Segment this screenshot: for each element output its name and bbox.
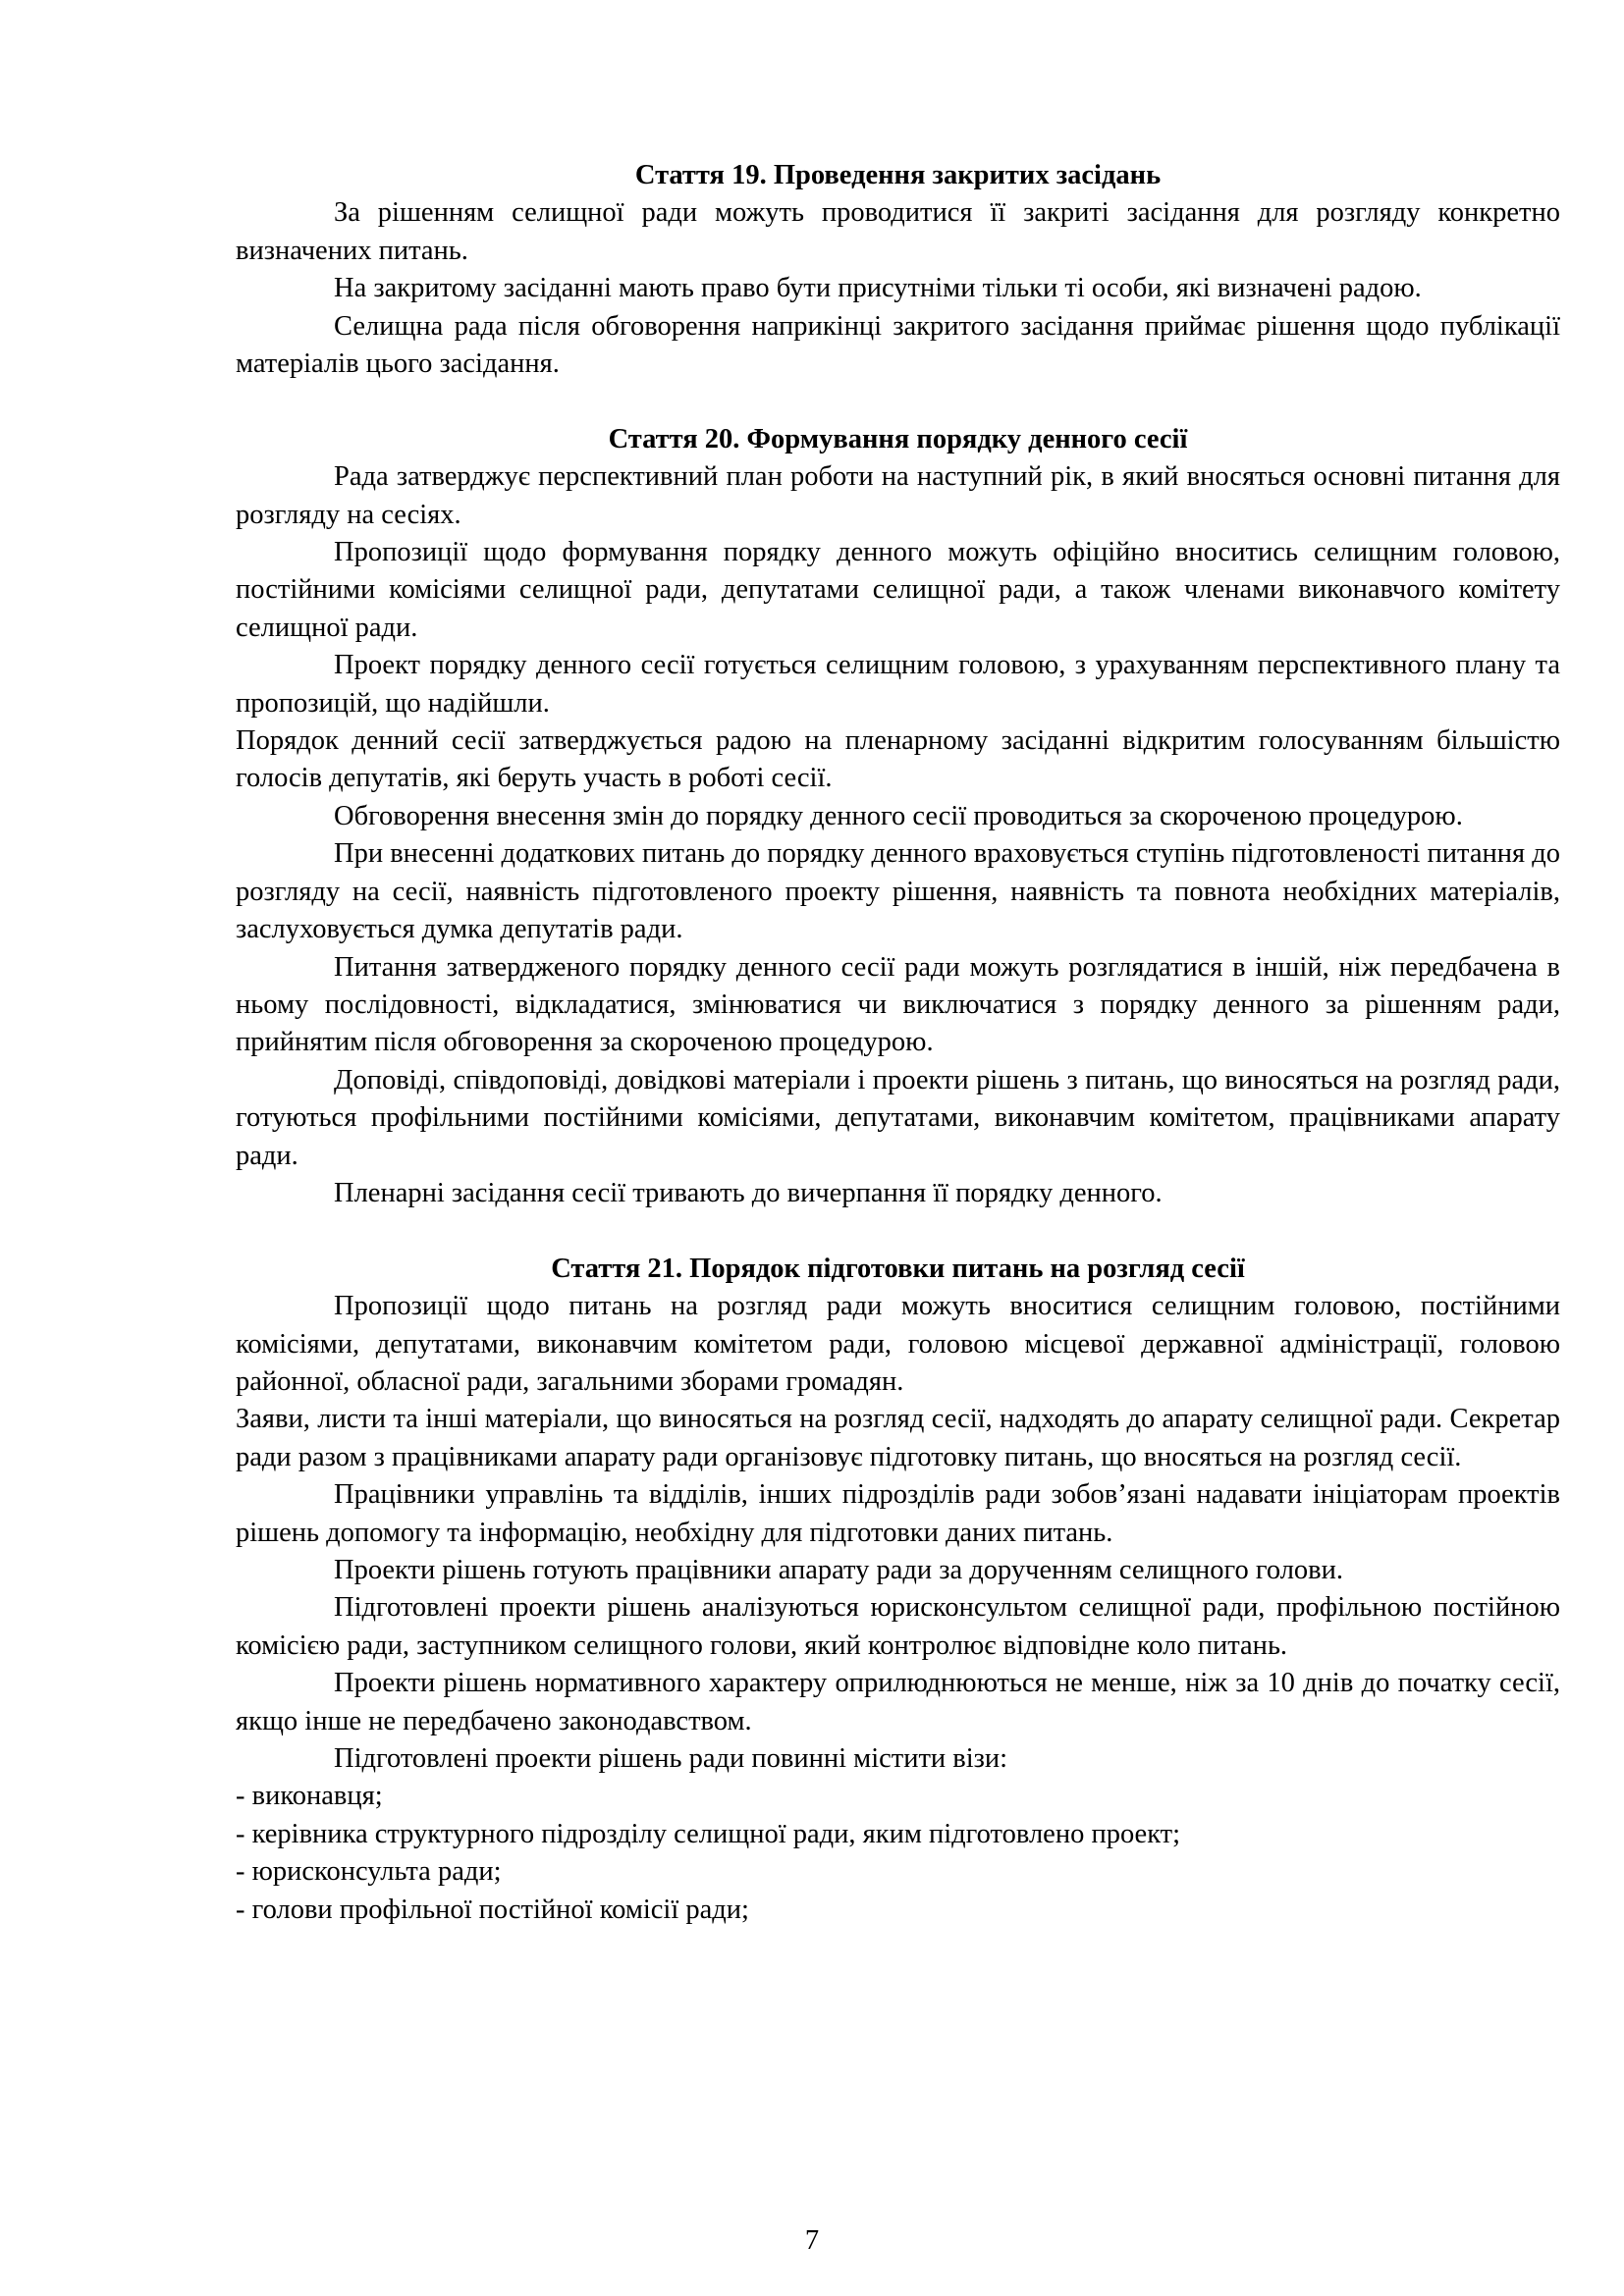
paragraph: За рішенням селищної ради можуть проводитися її закриті засідання для розгляду конкретно визначених питань. <box>236 197 1560 266</box>
paragraph: Доповіді, співдоповіді, довідкові матеріали і проекти рішень з питань, що виносяться на розгляд ради, готуються профільними постійними комісіями, депутатами, виконавчим комітетом, працівниками апарату ради. <box>236 1064 1560 1171</box>
article-heading: Стаття 20. Формування порядку денного сесії <box>608 423 1188 454</box>
list-item: - юрисконсульта ради; <box>236 1856 502 1888</box>
paragraph: Селищна рада після обговорення наприкінці закритого засідання приймає рішення щодо публікації матеріалів цього засідання. <box>236 310 1560 380</box>
article-20 <box>236 421 1560 1213</box>
paragraph: При внесенні додаткових питань до порядку денного враховується ступінь підготовленості питання до розгляду на сесії, наявність підготовленого проекту рішення, наявність та повнота необхідних матеріалів, заслуховується думка депутатів ради. <box>236 838 1560 945</box>
paragraph: Пленарні засідання сесії тривають до вичерпання її порядку денного. <box>334 1177 1163 1208</box>
paragraph: Пропозиції щодо формування порядку денного можуть офіційно вноситись селищним головою, постійними комісіями селищної ради, депутатами селищної ради, а також членами виконавчого комітету селищної ради. <box>236 537 1560 643</box>
paragraph: Пропозиції щодо питань на розгляд ради можуть вноситися селищним головою, постійними комісіями, депутатами, виконавчим комітетом ради, головою місцевої державної адміністрації, головою районної, обласної ради, загальними зборами громадян. <box>236 1291 1560 1397</box>
paragraph: Проекти рішень нормативного характеру оприлюднюються не менше, ніж за 10 днів до початку сесії, якщо інше не передбачено законодавством. <box>236 1668 1560 1736</box>
paragraph: Питання затвердженого порядку денного сесії ради можуть розглядатися в іншій, ніж передбачена в ньому послідовності, відкладатися, змінюватися чи виключатися з порядку денного за рішенням ради, прийнятим після обговорення за скороченою процедурою. <box>236 951 1560 1058</box>
list-item: - виконавця; <box>236 1781 383 1812</box>
paragraph: Проект порядку денного сесії готується селищним головою, з урахуванням перспективного плану та пропозицій, що надійшли. <box>236 650 1560 719</box>
article-heading: Стаття 19. Проведення закритих засідань <box>634 160 1162 190</box>
paragraph: Підготовлені проекти рішень ради повинні містити візи: <box>334 1743 1008 1775</box>
document-body <box>236 157 1560 1929</box>
list-item: - голови профільної постійної комісії ради; <box>236 1894 749 1925</box>
paragraph: Підготовлені проекти рішень аналізуються юрисконсультом селищної ради, профільною постійною комісією ради, заступником селищного голови, який контролює відповідне коло питань. <box>236 1592 1560 1661</box>
paragraph: Заяви, листи та інші матеріали, що виносяться на розгляд сесії, надходять до апарату селищної ради. Секретар ради разом з працівниками апарату ради організовує підготовку питань, що вносяться на розгляд сесії. <box>236 1404 1560 1472</box>
paragraph: Працівники управлінь та відділів, інших підрозділів ради зобов’язані надавати ініціаторам проектів рішень допомогу та інформацію, необхідну для підготовки даних питань. <box>236 1479 1560 1548</box>
paragraph: Обговорення внесення змін до порядку денного сесії проводиться за скороченою процедурою. <box>334 800 1463 831</box>
article-19 <box>236 157 1560 383</box>
paragraph: На закритому засіданні мають право бути присутніми тільки ті особи, які визначені радою. <box>334 273 1422 304</box>
paragraph: Проекти рішень готують працівники апарату ради за дорученням селищного голови. <box>334 1555 1344 1585</box>
article-21 <box>236 1251 1560 1929</box>
paragraph: Порядок денний сесії затверджується радою на пленарному засіданні відкритим голосуванням більшістю голосів депутатів, які беруть участь в роботі сесії. <box>236 725 1560 794</box>
list-item: - керівника структурного підрозділу селищної ради, яким підготовлено проект; <box>236 1818 1181 1849</box>
page-number: 7 <box>804 2225 820 2256</box>
paragraph: Рада затверджує перспективний план роботи на наступний рік, в який вносяться основні питання для розгляду на сесіях. <box>236 461 1560 530</box>
article-heading: Стаття 21. Порядок підготовки питань на розгляд сесії <box>551 1253 1245 1284</box>
